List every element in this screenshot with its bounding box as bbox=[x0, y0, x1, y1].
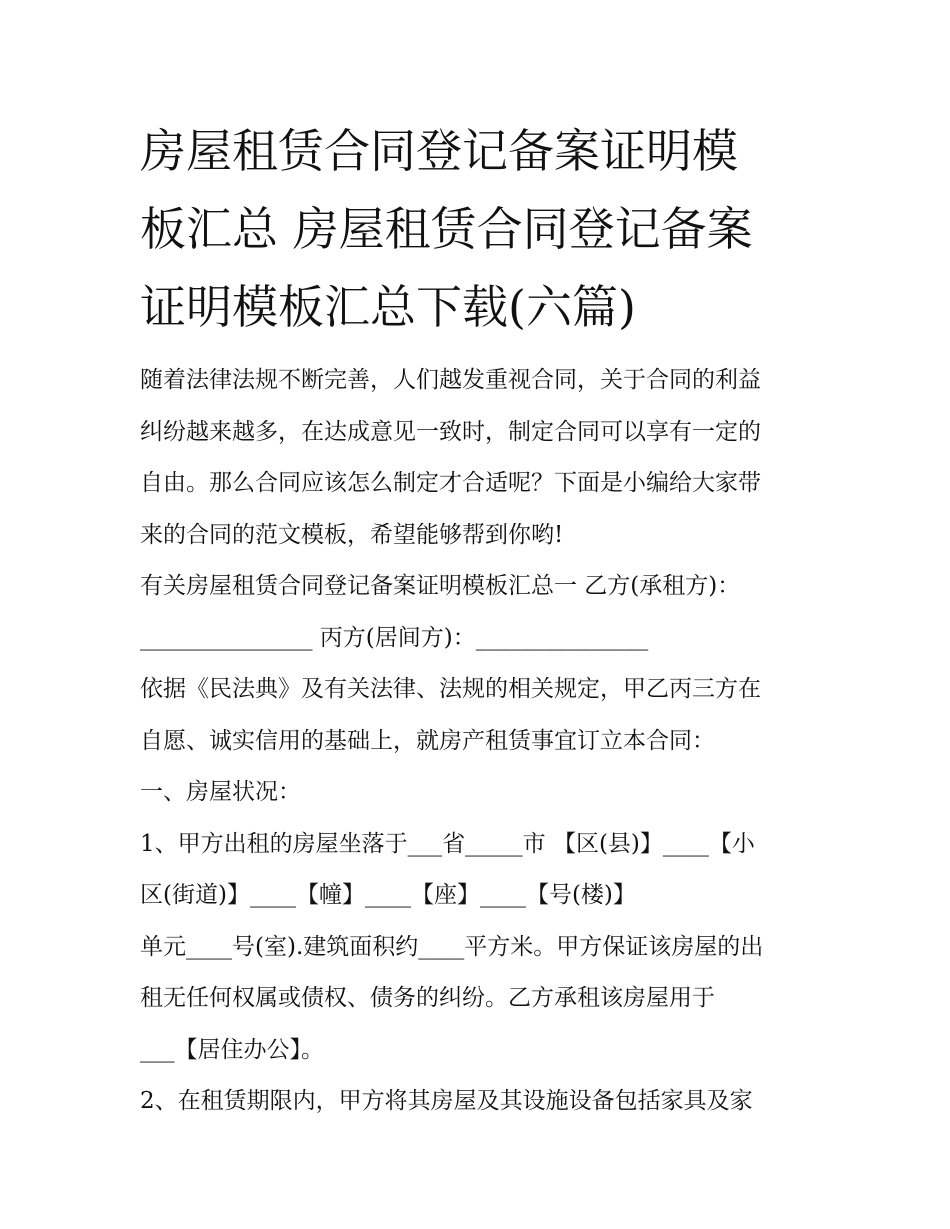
body-line: 纠纷越来越多，在达成意见一致时，制定合同可以享有一定的 bbox=[140, 418, 761, 445]
title-line: 证明模板汇总下载(六篇) bbox=[140, 280, 636, 334]
title-line: 板汇总 房屋租赁合同登记备案 bbox=[140, 202, 753, 256]
title-line: 房屋租赁合同登记备案证明模 bbox=[140, 124, 738, 178]
body-line: 来的合同的范文模板，希望能够帮到你哟! bbox=[140, 521, 564, 548]
body-line: 自愿、诚实信用的基础上，就房产租赁事宜订立本合同： bbox=[140, 727, 715, 754]
document-body bbox=[140, 355, 820, 1128]
section-heading: 一、房屋状况： bbox=[140, 779, 301, 805]
body-line: 单元____号(室).建筑面积约____平方米。甲方保证该房屋的出 bbox=[140, 933, 764, 960]
body-line: ___【居住办公】。 bbox=[140, 1036, 324, 1063]
body-line: 租无任何权属或债权、债务的纠纷。乙方承租该房屋用于 bbox=[140, 985, 715, 1011]
body-line: 有关房屋租赁合同登记备案证明模板汇总一 乙方(承租方)： bbox=[140, 573, 741, 599]
body-line: _______________ 丙方(居间方)：_______________ bbox=[140, 624, 649, 651]
body-line: 依据《民法典》及有关法律、法规的相关规定，甲乙丙三方在 bbox=[140, 676, 761, 702]
body-line: 2、在租赁期限内，甲方将其房屋及其设施设备包括家具及家 bbox=[140, 1088, 753, 1114]
body-line: 自由。那么合同应该怎么制定才合适呢？下面是小编给大家带 bbox=[140, 470, 761, 496]
body-line: 随着法律法规不断完善，人们越发重视合同，关于合同的利益 bbox=[140, 367, 761, 393]
document-title bbox=[140, 112, 820, 346]
body-line: 区(街道)】____【幢】____【座】____【号(楼)】 bbox=[140, 882, 636, 908]
body-line: 1、甲方出租的房屋坐落于___省_____市 【区(县)】____【小 bbox=[140, 830, 755, 857]
